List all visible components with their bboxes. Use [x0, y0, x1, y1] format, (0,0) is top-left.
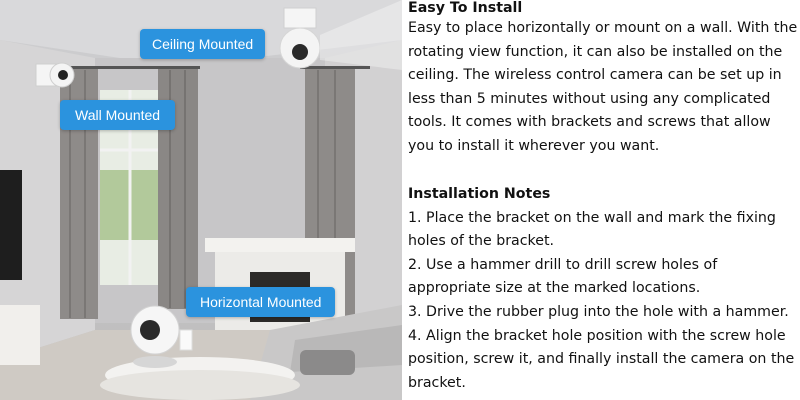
note-item-3: 3. Drive the rubber plug into the hole with a hammer. [408, 303, 789, 320]
wall-mounted-label: Wall Mounted [60, 100, 175, 130]
note-item-4: 4. Align the bracket hole position with the screw hole position, screw it, and finally install the camera on the bracket. [408, 327, 795, 391]
installation-notes-heading: Installation Notes [408, 185, 551, 202]
easy-install-heading: Easy To Install [408, 0, 523, 16]
easy-install-body: Easy to place horizontally or mount on a wall. With the rotating view function, it can also be installed on the ceiling. The wireless control camera can be set up in less than 5 minutes without using any complicated tools. It comes with brackets and screws that allow you to install it wherever you want. [408, 20, 798, 154]
ceiling-mounted-label: Ceiling Mounted [140, 29, 265, 59]
note-item-1: 1. Place the bracket on the wall and mark the fixing holes of the bracket. [408, 209, 776, 250]
description-panel [408, 0, 798, 395]
note-item-2: 2. Use a hammer drill to drill screw holes of appropriate size at the marked locations. [408, 256, 718, 297]
horizontal-mounted-label: Horizontal Mounted [186, 287, 335, 317]
